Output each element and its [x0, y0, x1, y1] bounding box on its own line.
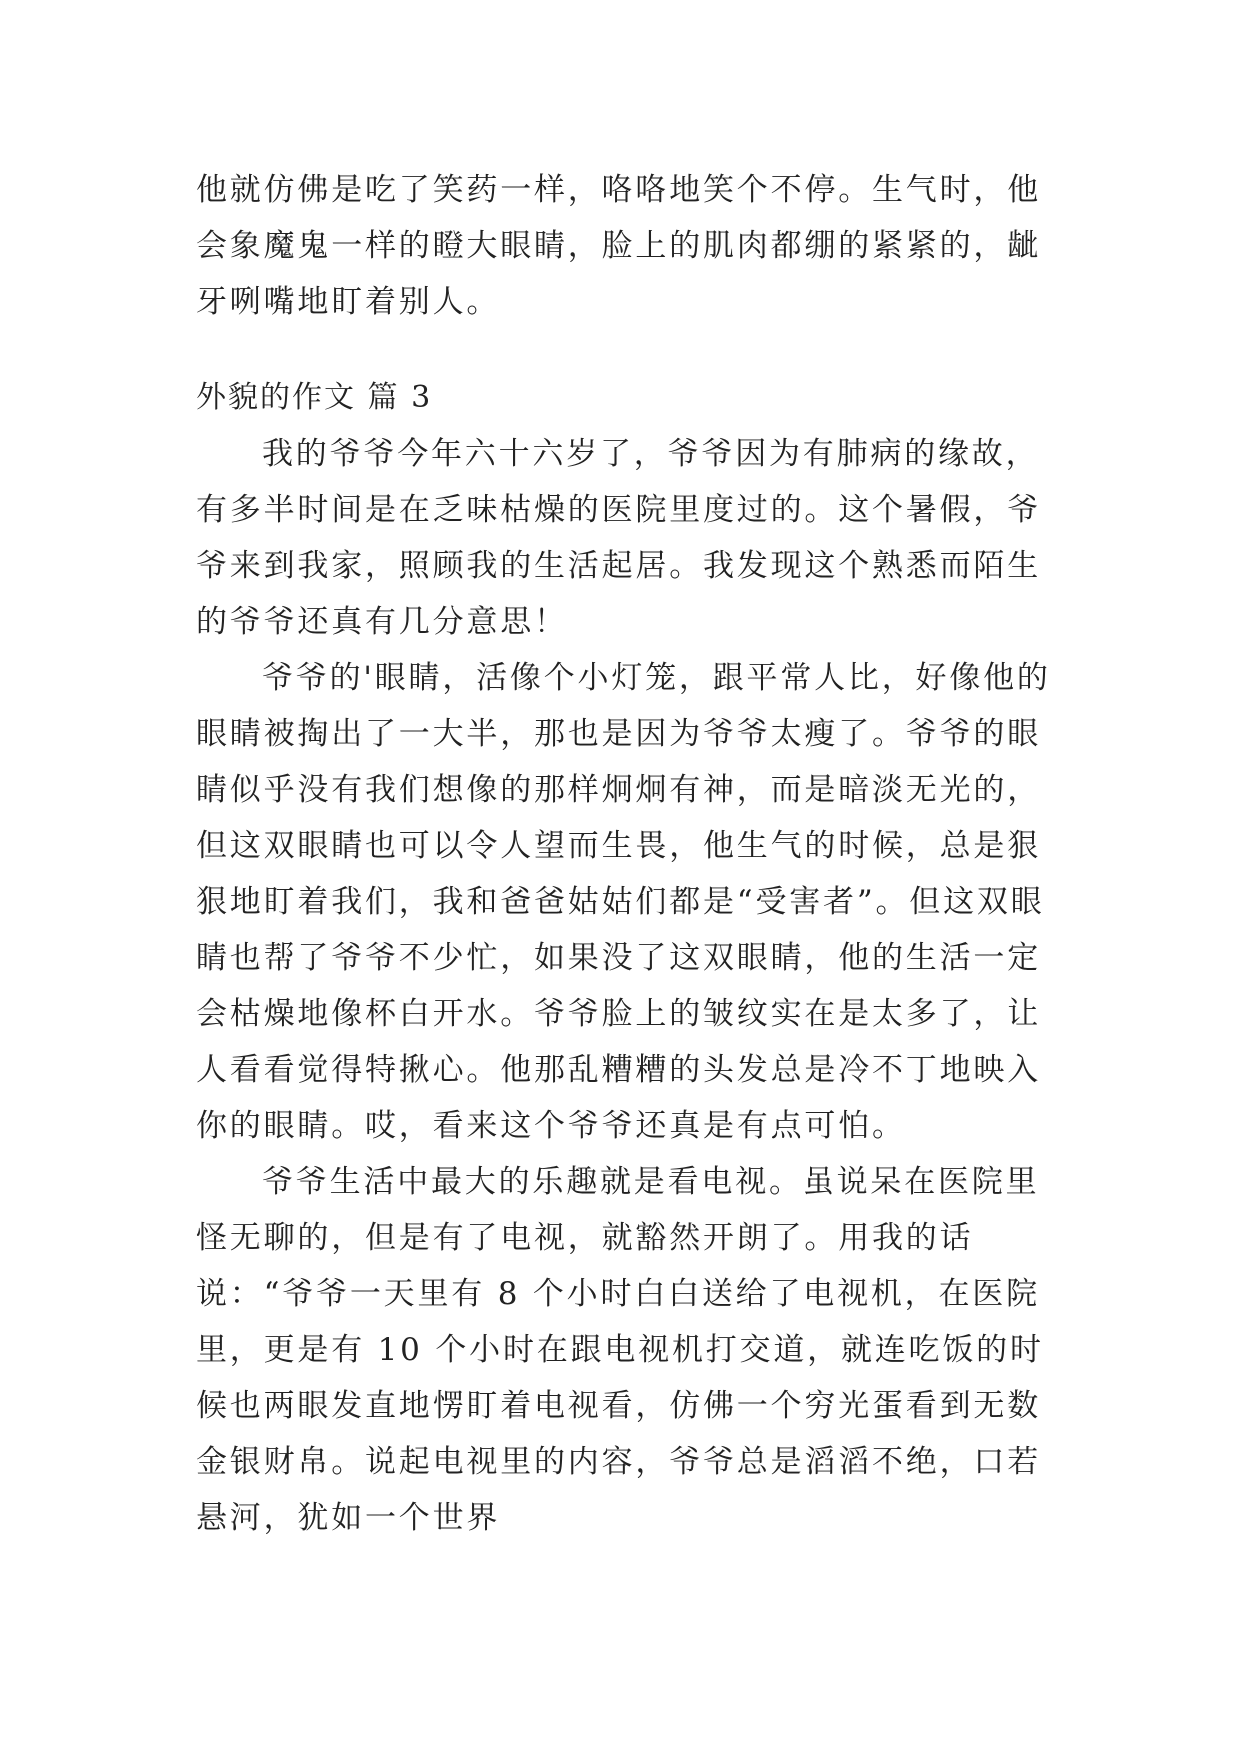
intro-paragraph: 他就仿佛是吃了笑药一样，咯咯地笑个不停。生气时，他会象魔鬼一样的瞪大眼睛，脸上的肌肉都绷的紧紧的，龇牙咧嘴地盯着别人。 — [196, 172, 1041, 320]
section-heading — [196, 370, 1054, 426]
document-body — [196, 162, 1054, 1546]
body-paragraph-3: 爷爷生活中最大的乐趣就是看电视。虽说呆在医院里怪无聊的，但是有了电视，就豁然开朗了。用我的话说：“爷爷一天里有 8 个小时白白送给了电视机，在医院里，更是有 10 个小时在跟电视机打交道，就连吃饭的时候也两眼发直地愣盯着电视看，仿佛一个穷光蛋看到无数金银财帛。说起电视里的内容，爷爷总是滔滔不绝，口若悬河，犹如一个世界 — [196, 1164, 1044, 1536]
section-heading-title: 外貌的作文 — [196, 380, 356, 415]
section-heading-number: 篇 3 — [367, 380, 433, 415]
body-paragraph-2: 爷爷的'眼睛，活像个小灯笼，跟平常人比，好像他的眼睛被掏出了一大半，那也是因为爷爷太瘦了。爷爷的眼睛似乎没有我们想像的那样炯炯有神，而是暗淡无光的，但这双眼睛也可以令人望而生畏，他生气的时候，总是狠狠地盯着我们，我和爸爸姑姑们都是“受害者”。但这双眼睛也帮了爷爷不少忙，如果没了这双眼睛，他的生活一定会枯燥地像杯白开水。爷爷脸上的皱纹实在是太多了，让人看看觉得特揪心。他那乱糟糟的头发总是冷不丁地映入你的眼睛。哎，看来这个爷爷还真是有点可怕。 — [196, 660, 1051, 1144]
body-paragraph-1: 我的爷爷今年六十六岁了，爷爷因为有肺病的缘故，有多半时间是在乏味枯燥的医院里度过的。这个暑假，爷爷来到我家，照顾我的生活起居。我发现这个熟悉而陌生的爷爷还真有几分意思！ — [196, 436, 1041, 640]
